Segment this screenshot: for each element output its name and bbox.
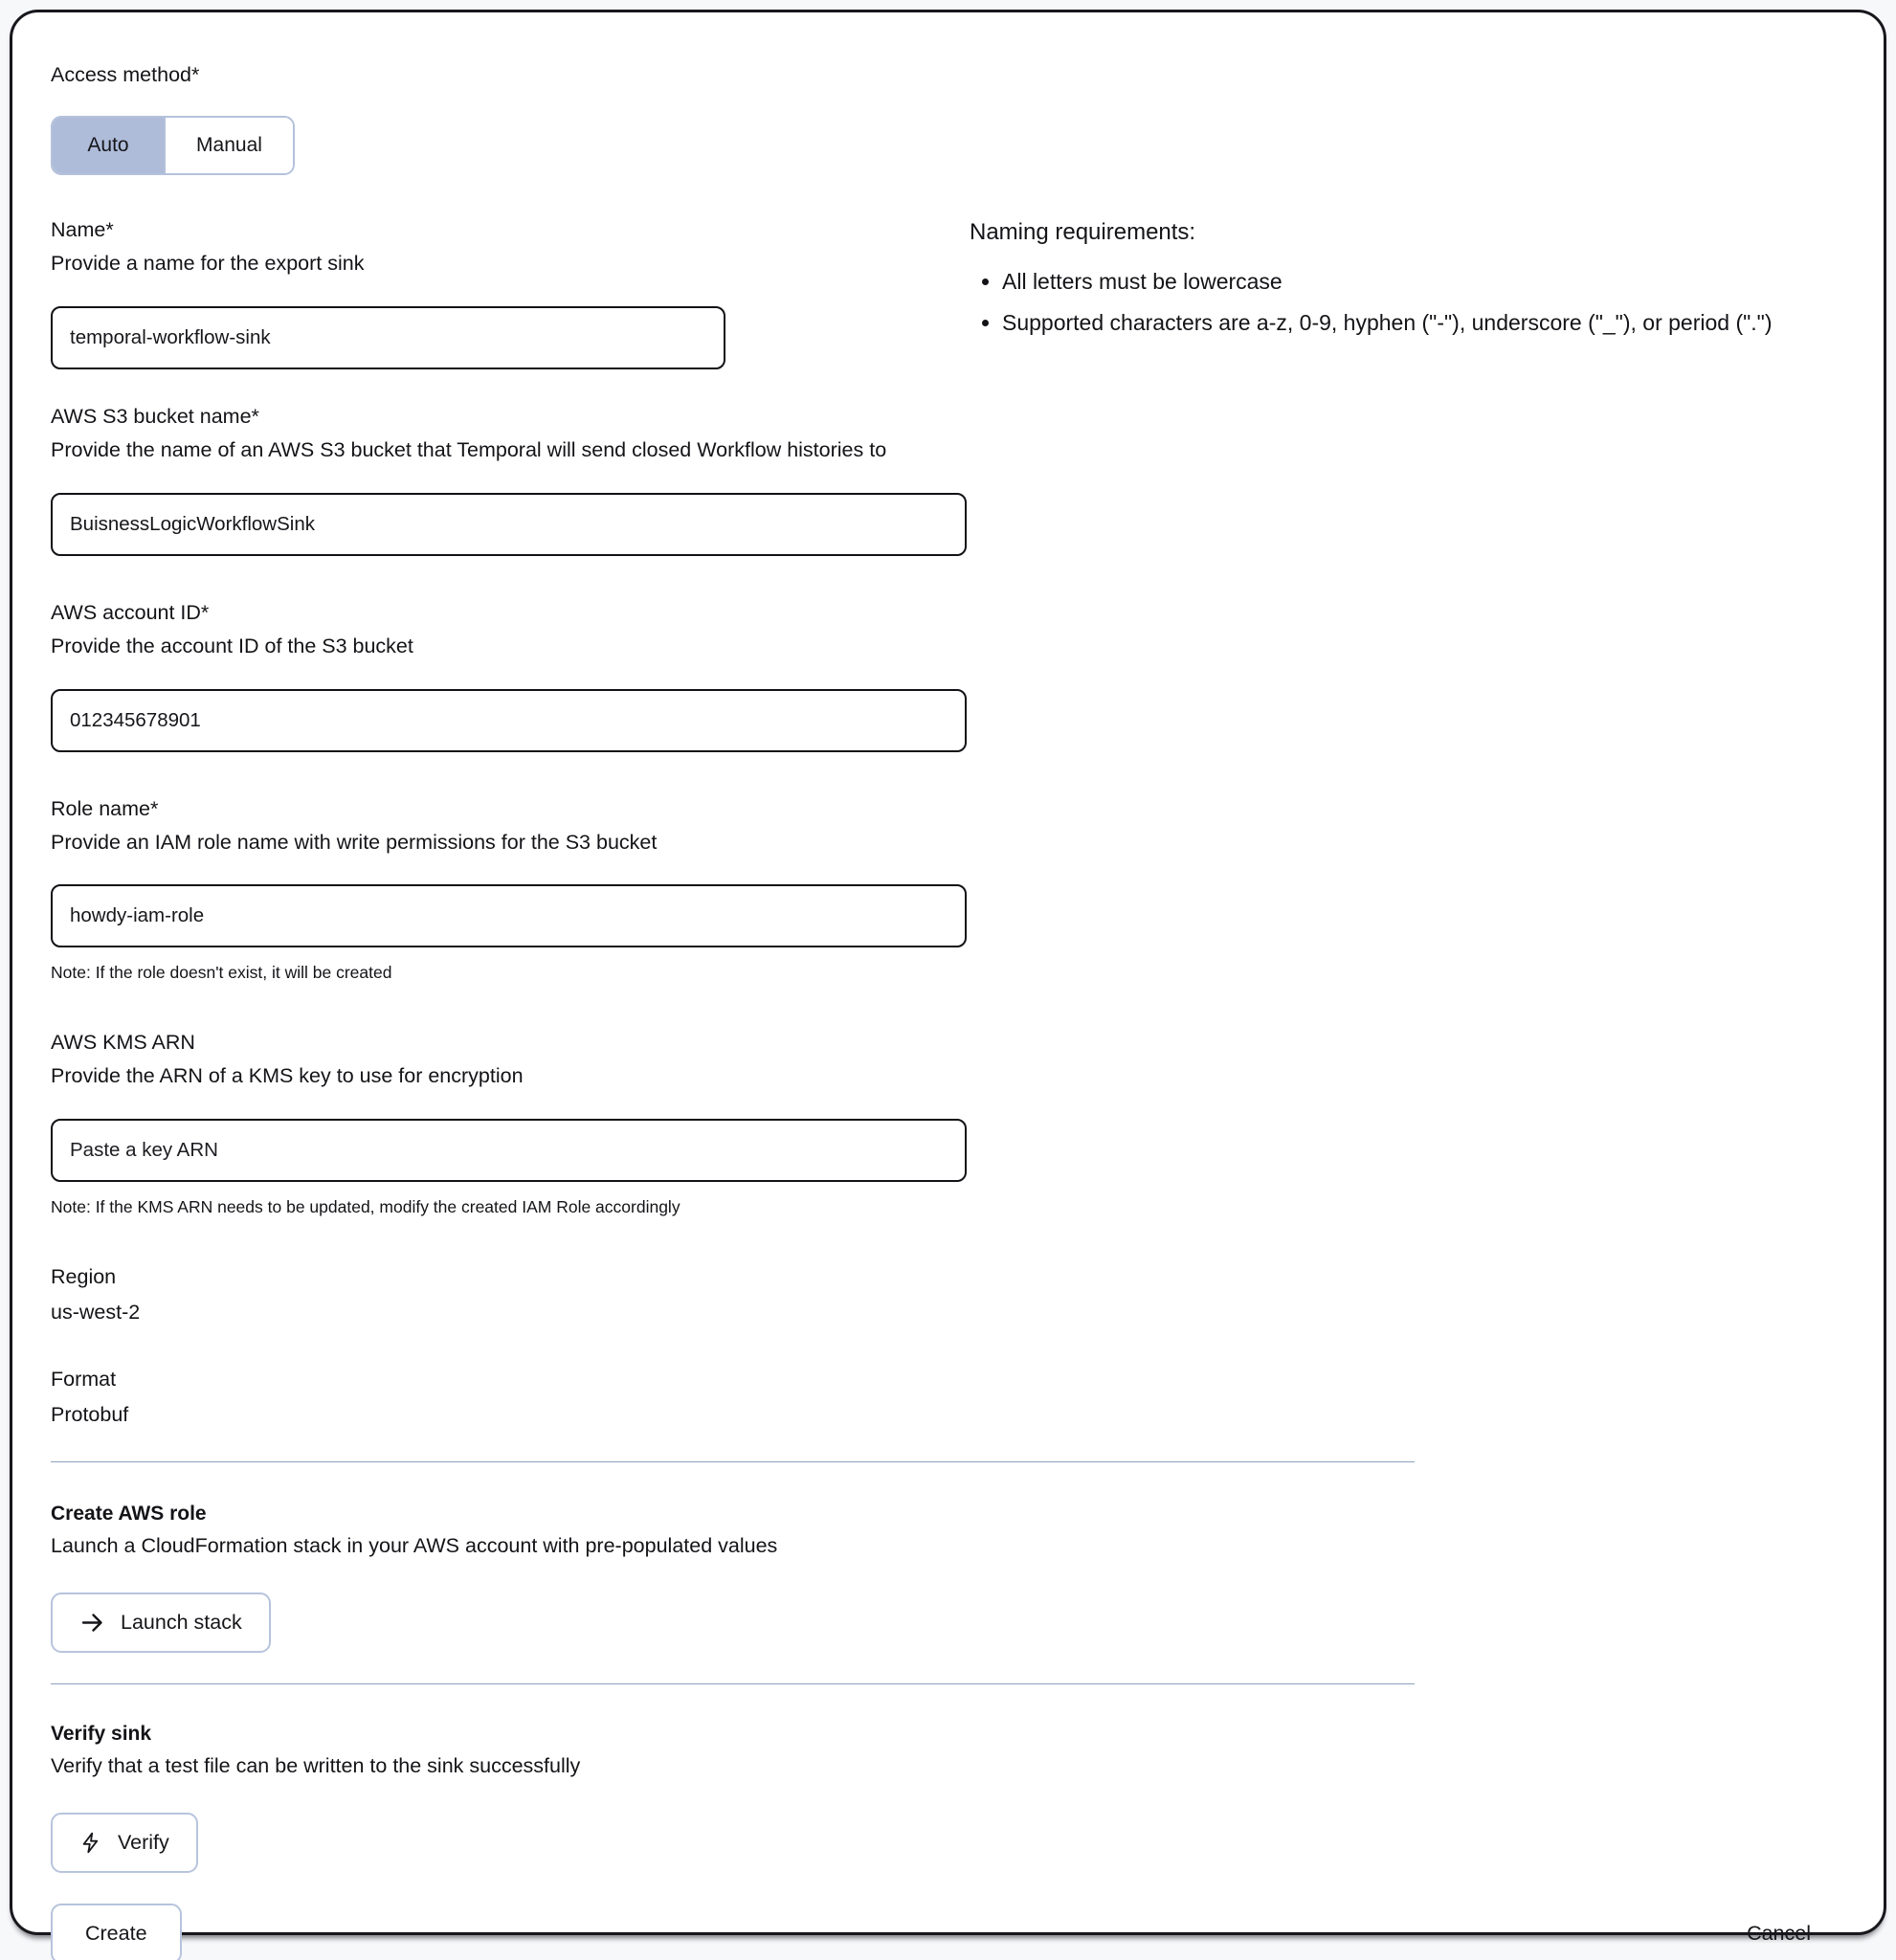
role-field-group	[51, 796, 1845, 985]
region-label: Region	[51, 1264, 117, 1288]
launch-stack-button-label: Launch stack	[121, 1610, 242, 1634]
export-sink-form	[10, 10, 1886, 1946]
name-description: Provide a name for the export sink	[51, 251, 365, 275]
create-button[interactable]: Create	[51, 1904, 182, 1960]
kms-note: Note: If the KMS ARN needs to be updated, modify the created IAM Role accordingly	[51, 1197, 680, 1217]
role-description: Provide an IAM role name with write permissions for the S3 bucket	[51, 830, 658, 854]
bucket-field-group	[51, 404, 1845, 556]
role-label: Role name*	[51, 796, 159, 820]
access-method-toggle	[51, 116, 295, 175]
verify-sink-section	[51, 1721, 1845, 1873]
account-field-group	[51, 600, 1845, 752]
section-divider	[51, 1461, 1415, 1462]
name-input[interactable]	[51, 306, 725, 369]
region-block	[51, 1264, 1845, 1325]
format-value: Protobuf	[51, 1402, 129, 1426]
region-value: us-west-2	[51, 1300, 141, 1324]
naming-requirement-item: • All letters must be lowercase	[1002, 266, 1845, 298]
lightning-bolt-icon	[79, 1830, 102, 1856]
account-input[interactable]	[51, 689, 967, 752]
verify-button[interactable]	[51, 1813, 198, 1873]
access-method-label: Access method*	[51, 63, 200, 86]
create-role-section	[51, 1501, 1845, 1653]
name-field-group	[51, 217, 725, 369]
create-role-description: Launch a CloudFormation stack in your AWS account with pre-populated values	[51, 1533, 778, 1557]
verify-button-label: Verify	[118, 1831, 169, 1855]
naming-requirements	[970, 217, 1845, 340]
format-block	[51, 1367, 1845, 1427]
access-method-option-auto[interactable]: Auto	[53, 118, 164, 173]
bucket-label: AWS S3 bucket name*	[51, 404, 259, 428]
kms-field-group	[51, 1030, 1845, 1218]
section-divider	[51, 1683, 1415, 1684]
naming-requirements-list	[970, 266, 1845, 340]
name-and-requirements-row	[51, 217, 1845, 369]
create-role-title: Create AWS role	[51, 1502, 207, 1525]
form-actions	[51, 1904, 1845, 1960]
launch-stack-button[interactable]	[51, 1592, 271, 1653]
cancel-button[interactable]: Cancel	[1741, 1921, 1817, 1947]
account-description: Provide the account ID of the S3 bucket	[51, 634, 413, 657]
role-input[interactable]	[51, 884, 967, 947]
kms-description: Provide the ARN of a KMS key to use for encryption	[51, 1064, 524, 1088]
account-label: AWS account ID*	[51, 600, 210, 624]
verify-sink-title: Verify sink	[51, 1722, 152, 1745]
verify-sink-description: Verify that a test file can be written to the sink successfully	[51, 1754, 581, 1778]
access-method-option-manual[interactable]: Manual	[164, 118, 293, 173]
format-label: Format	[51, 1367, 117, 1391]
bucket-input[interactable]	[51, 493, 967, 556]
naming-requirement-item: • Supported characters are a-z, 0-9, hyphen ("-"), underscore ("_"), or period (".")	[1002, 307, 1845, 339]
kms-input[interactable]	[51, 1119, 967, 1182]
name-label: Name*	[51, 217, 114, 241]
bucket-description: Provide the name of an AWS S3 bucket that Temporal will send closed Workflow histories to	[51, 437, 887, 461]
arrow-right-icon	[79, 1610, 105, 1636]
kms-label: AWS KMS ARN	[51, 1031, 195, 1055]
naming-requirements-title: Naming requirements:	[970, 218, 1196, 245]
role-note: Note: If the role doesn't exist, it will be created	[51, 963, 392, 983]
